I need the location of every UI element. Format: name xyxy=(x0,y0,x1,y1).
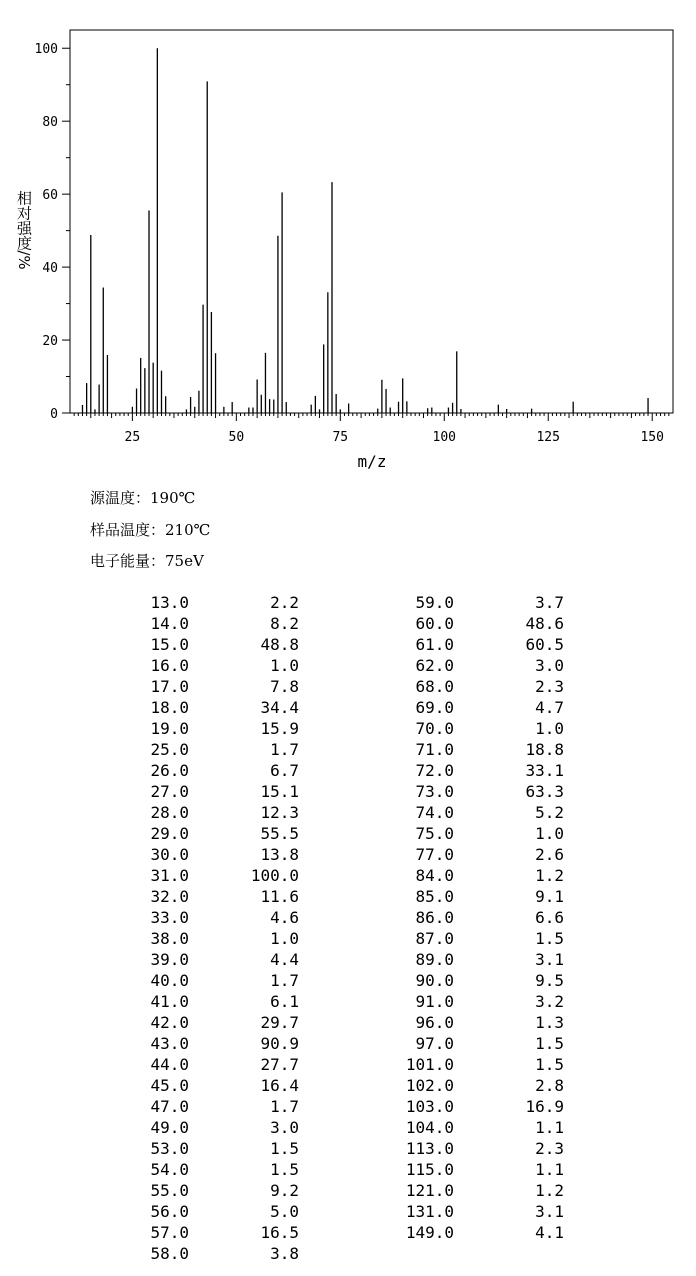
mz-value: 73.0 xyxy=(415,782,454,801)
mz-value: 75.0 xyxy=(415,824,454,843)
mz-value: 30.0 xyxy=(150,845,189,864)
y-tick-label: 80 xyxy=(42,115,58,131)
intensity-value: 1.5 xyxy=(270,1160,299,1179)
mz-value: 86.0 xyxy=(415,908,454,927)
x-tick-label: 125 xyxy=(536,430,560,445)
y-tick-label: 40 xyxy=(42,261,58,277)
intensity-value: 6.6 xyxy=(535,908,564,927)
intensity-value: 9.1 xyxy=(535,887,564,906)
mz-value: 61.0 xyxy=(415,635,454,654)
mz-value: 44.0 xyxy=(150,1055,189,1074)
mz-value: 18.0 xyxy=(150,698,189,717)
intensity-value: 55.5 xyxy=(260,824,299,843)
mz-value: 69.0 xyxy=(415,698,454,717)
mz-value: 15.0 xyxy=(150,635,189,654)
mz-value: 55.0 xyxy=(150,1181,189,1200)
plot-frame xyxy=(70,30,673,413)
intensity-value: 1.1 xyxy=(535,1160,564,1179)
mz-value: 104.0 xyxy=(405,1118,454,1137)
mz-value: 53.0 xyxy=(150,1139,189,1158)
intensity-value: 1.3 xyxy=(535,1013,564,1032)
intensity-value: 1.0 xyxy=(270,656,299,675)
mz-value: 16.0 xyxy=(150,656,189,675)
intensity-value: 3.0 xyxy=(270,1118,299,1137)
intensity-value: 7.8 xyxy=(270,677,299,696)
source-temperature-label: 源温度： xyxy=(90,489,151,507)
y-tick-label: 100 xyxy=(34,42,58,58)
y-axis-label: 相对强度/% xyxy=(15,190,33,270)
intensity-value: 3.2 xyxy=(535,992,564,1011)
intensity-value: 5.0 xyxy=(270,1202,299,1221)
source-temperature xyxy=(90,487,195,508)
mz-value: 57.0 xyxy=(150,1223,189,1242)
mz-value: 89.0 xyxy=(415,950,454,969)
intensity-value: 34.4 xyxy=(260,698,299,717)
intensity-value: 15.1 xyxy=(260,782,299,801)
mz-value: 70.0 xyxy=(415,719,454,738)
intensity-value: 1.2 xyxy=(535,1181,564,1200)
intensity-value: 100.0 xyxy=(250,866,299,885)
intensity-value: 90.9 xyxy=(260,1034,299,1053)
mz-value: 29.0 xyxy=(150,824,189,843)
mz-value: 47.0 xyxy=(150,1097,189,1116)
intensity-value: 8.2 xyxy=(270,614,299,633)
intensity-value: 2.3 xyxy=(535,677,564,696)
intensity-value: 1.0 xyxy=(270,929,299,948)
mz-value: 91.0 xyxy=(415,992,454,1011)
intensity-value: 1.5 xyxy=(270,1139,299,1158)
mz-value: 96.0 xyxy=(415,1013,454,1032)
sample-temperature-value: 210℃ xyxy=(165,521,211,539)
intensity-value: 2.2 xyxy=(270,593,299,612)
intensity-value: 3.1 xyxy=(535,950,564,969)
x-axis-ticks xyxy=(74,413,669,445)
intensity-value: 4.7 xyxy=(535,698,564,717)
mz-value: 13.0 xyxy=(150,593,189,612)
mz-value: 131.0 xyxy=(405,1202,454,1221)
intensity-value: 9.5 xyxy=(535,971,564,990)
intensity-value: 1.7 xyxy=(270,1097,299,1116)
mz-value: 41.0 xyxy=(150,992,189,1011)
sample-temperature xyxy=(90,519,210,540)
intensity-value: 12.3 xyxy=(260,803,299,822)
intensity-value: 60.5 xyxy=(525,635,564,654)
intensity-value: 5.2 xyxy=(535,803,564,822)
intensity-value: 1.2 xyxy=(535,866,564,885)
mz-value: 14.0 xyxy=(150,614,189,633)
mz-value: 102.0 xyxy=(405,1076,454,1095)
intensity-value: 1.5 xyxy=(535,1034,564,1053)
x-tick-label: 50 xyxy=(228,430,245,445)
intensity-value: 2.3 xyxy=(535,1139,564,1158)
x-tick-label: 100 xyxy=(432,430,457,445)
electron-energy-value: 75eV xyxy=(165,552,204,570)
mz-value: 121.0 xyxy=(405,1181,454,1200)
mz-value: 45.0 xyxy=(150,1076,189,1095)
intensity-value: 9.2 xyxy=(270,1181,299,1200)
intensity-value: 4.1 xyxy=(535,1223,564,1242)
intensity-value: 2.8 xyxy=(535,1076,564,1095)
mz-value: 101.0 xyxy=(405,1055,454,1074)
intensity-value: 1.0 xyxy=(535,719,564,738)
y-tick-label: 0 xyxy=(50,407,58,422)
intensity-value: 48.8 xyxy=(260,635,299,654)
mz-value: 68.0 xyxy=(415,677,454,696)
mz-value: 72.0 xyxy=(415,761,454,780)
mz-value: 62.0 xyxy=(415,656,454,675)
sample-temperature-label: 样品温度： xyxy=(90,521,166,539)
intensity-value: 3.1 xyxy=(535,1202,564,1221)
mz-value: 25.0 xyxy=(150,740,189,759)
electron-energy xyxy=(90,550,204,571)
x-tick-label: 150 xyxy=(640,430,664,445)
intensity-value: 6.1 xyxy=(270,992,299,1011)
mz-value: 38.0 xyxy=(150,929,189,948)
mz-value: 113.0 xyxy=(405,1139,454,1158)
mz-value: 27.0 xyxy=(150,782,189,801)
intensity-value: 3.0 xyxy=(535,656,564,675)
intensity-value: 11.6 xyxy=(260,887,299,906)
mass-spectrum-chart xyxy=(0,0,696,480)
mz-value: 42.0 xyxy=(150,1013,189,1032)
mz-value: 43.0 xyxy=(150,1034,189,1053)
intensity-value: 63.3 xyxy=(525,782,564,801)
intensity-value: 27.7 xyxy=(260,1055,299,1074)
intensity-value: 2.6 xyxy=(535,845,564,864)
y-axis-ticks xyxy=(35,42,70,422)
mz-value: 77.0 xyxy=(415,845,454,864)
intensity-value: 15.9 xyxy=(260,719,299,738)
mz-value: 74.0 xyxy=(415,803,454,822)
mz-value: 28.0 xyxy=(150,803,189,822)
mz-value: 17.0 xyxy=(150,677,189,696)
mz-value: 60.0 xyxy=(415,614,454,633)
y-tick-label: 20 xyxy=(42,334,58,350)
mz-value: 49.0 xyxy=(150,1118,189,1137)
mz-value: 26.0 xyxy=(150,761,189,780)
spectrum-bars xyxy=(82,48,648,413)
mz-value: 87.0 xyxy=(415,929,454,948)
intensity-value: 3.8 xyxy=(270,1244,299,1263)
mz-value: 32.0 xyxy=(150,887,189,906)
intensity-value: 1.7 xyxy=(270,740,299,759)
x-tick-label: 75 xyxy=(332,430,349,445)
intensity-value: 13.8 xyxy=(260,845,299,864)
intensity-value: 33.1 xyxy=(525,761,564,780)
mz-value: 84.0 xyxy=(415,866,454,885)
mz-value: 40.0 xyxy=(150,971,189,990)
intensity-value: 29.7 xyxy=(260,1013,299,1032)
mz-value: 19.0 xyxy=(150,719,189,738)
source-temperature-value: 190℃ xyxy=(150,489,196,507)
electron-energy-label: 电子能量： xyxy=(90,552,166,570)
x-tick-label: 25 xyxy=(124,430,141,445)
mz-value: 85.0 xyxy=(415,887,454,906)
mz-value: 71.0 xyxy=(415,740,454,759)
intensity-value: 3.7 xyxy=(535,593,564,612)
intensity-value: 6.7 xyxy=(270,761,299,780)
mz-value: 90.0 xyxy=(415,971,454,990)
mz-value: 115.0 xyxy=(405,1160,454,1179)
intensity-value: 48.6 xyxy=(525,614,564,633)
mz-value: 59.0 xyxy=(415,593,454,612)
mz-value: 58.0 xyxy=(150,1244,189,1263)
intensity-value: 1.1 xyxy=(535,1118,564,1137)
mz-value: 103.0 xyxy=(405,1097,454,1116)
intensity-value: 16.4 xyxy=(260,1076,299,1095)
mz-value: 54.0 xyxy=(150,1160,189,1179)
mz-value: 149.0 xyxy=(405,1223,454,1242)
intensity-value: 4.4 xyxy=(270,950,299,969)
intensity-value: 1.5 xyxy=(535,1055,564,1074)
intensity-value: 16.9 xyxy=(525,1097,564,1116)
mz-value: 39.0 xyxy=(150,950,189,969)
y-tick-label: 60 xyxy=(42,188,58,204)
intensity-value: 1.0 xyxy=(535,824,564,843)
intensity-value: 16.5 xyxy=(260,1223,299,1242)
mz-value: 33.0 xyxy=(150,908,189,927)
mz-value: 97.0 xyxy=(415,1034,454,1053)
intensity-value: 18.8 xyxy=(525,740,564,759)
mz-value: 31.0 xyxy=(150,866,189,885)
intensity-value: 1.7 xyxy=(270,971,299,990)
intensity-value: 4.6 xyxy=(270,908,299,927)
x-axis-label: m/z xyxy=(357,452,387,471)
intensity-value: 1.5 xyxy=(535,929,564,948)
mz-value: 56.0 xyxy=(150,1202,189,1221)
